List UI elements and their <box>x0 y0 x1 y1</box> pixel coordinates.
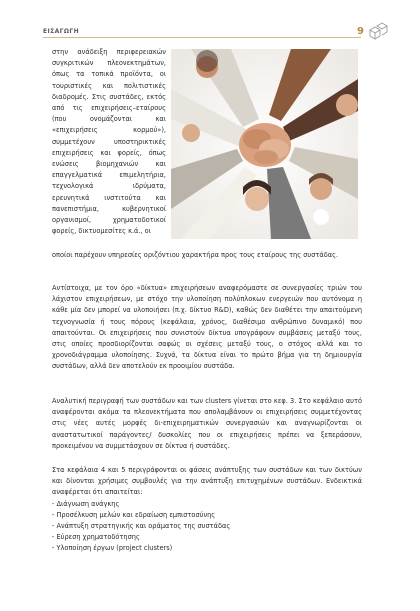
list-item: - Υλοποίηση έργων (project clusters) <box>52 544 173 553</box>
paragraph-chapter-3 <box>52 396 362 452</box>
paragraph-chapters-4-5 <box>52 465 362 555</box>
body-paragraph: Στα κεφάλαια 4 και 5 περιγράφονται οι φάσεις ανάπτυξης των συστάδων και των δικτύων και δίνονται χρήσιμες συμβουλές για την ανάπτυξη επιτυχημένων συστάδων. Ενδεικτικά αναφέρεται ότι απαιτείται: <box>52 466 362 497</box>
intro-continuation-line: οποίοι παρέχουν υπηρεσίες οριζόντιου χαρακτήρα προς τους εταίρους της συστάδας. <box>52 251 339 259</box>
body-paragraph: Αντίστοιχα, με τον όρο «δίκτυα» επιχειρήσεων αναφερόμαστε σε συνεργασίες τριών του λάχιστον επιχειρήσεων, με στόχο την υλοποίηση πολύπλοκων ενεργειών που αυτόνομα η κάθε μία δεν μπορεί να υλοποιήσει (π.χ. δίκτυο R&D), καθώς δεν διαθέτει την απαιτούμενη τεχνογνωσία ή τους πόρους (κεφάλαια, χρόνος, διαθέσιμο ανθρώπινο δυναμικό) που απαιτούνται. Οι επιχειρήσεις που συνιστούν δίκτυα υπογράφουν συμβάσεις μεταξύ τους, στις οποίες προσδιορίζονται σαφώς οι σχέσεις μεταξύ τους, ο στόχος αλλά και το χρονοδιάγραμμα υλοποίησης. Συχνά, τα δίκτυα είναι το πρώτο βήμα για τη δημιουργία συστάδων, αλλά δεν αποτελούν εκ προοιμίου συστάδα. <box>52 284 362 371</box>
cubes-logo-icon <box>367 22 389 42</box>
list-item: - Προσέλκυση μελών και εδραίωση εμπιστοσύνης <box>52 510 216 519</box>
page-number: 9 <box>357 26 364 37</box>
hands-stacked-image <box>171 49 358 239</box>
body-paragraph: Αναλυτική περιγραφή των συστάδων και των clusters γίνεται στο κεφ. 3. Στο κεφάλαιο αυτό αναφέρονται ακόμα τα πλεονεκτήματα που απολαμβάνουν οι επιχειρήσεις συμμετέχοντας στις νέες αυτές μορφές δι-επιχειρηματικών συνεργασιών και αναγνωρίζονται οι αναστατωτικοί παράγοντες/ δυσκολίες που οι επιχειρήσεις πρέπει να ξεπεράσουν, προκειμένου να συμμετάσχουν σε δίκτυα ή συστάδες. <box>52 397 362 450</box>
section-title: ΕΙΣΑΓΩΓΗ <box>43 28 80 35</box>
list-item: - Διάγνωση ανάγκης <box>52 499 120 508</box>
intro-column-text <box>52 47 166 237</box>
list-item: - Εύρεση χρηματοδότησης <box>52 533 140 542</box>
header-rule <box>43 37 361 38</box>
teamwork-photo <box>171 49 358 239</box>
intro-continuation <box>52 250 362 261</box>
paragraph-networks <box>52 283 362 373</box>
intro-paragraph: στην ανάδειξη περιφερειακών συγκριτικών πλεονεκτημάτων, όπως τα τοπικά προϊόντα, οι τουριστικές και πολιτιστικές διαδρομές. Στις συστάδες, εκτός από τις επιχειρήσεις–εταίρους (που ονομάζονται και «επιχειρήσεις κορμού»), συμμετέχουν υποστηρικτικές επιχειρήσεις και φορείς, όπως ενώσεις βιομηχανιών και επαγγελματικά επιμελητήρια, τεχνολογικά ιδρύματα, ερευνητικά ινστιτούτα και πανεπιστήμια, κυβερνητικοί οργανισμοί, χρηματοδοτικοί φορείς, δικτυομεσίτες κ.ά., οι <box>52 48 166 236</box>
list-item: - Ανάπτυξη στρατηγικής και οράματος της συστάδας <box>52 522 231 531</box>
requirements-list <box>52 499 362 555</box>
page-header <box>43 24 378 40</box>
